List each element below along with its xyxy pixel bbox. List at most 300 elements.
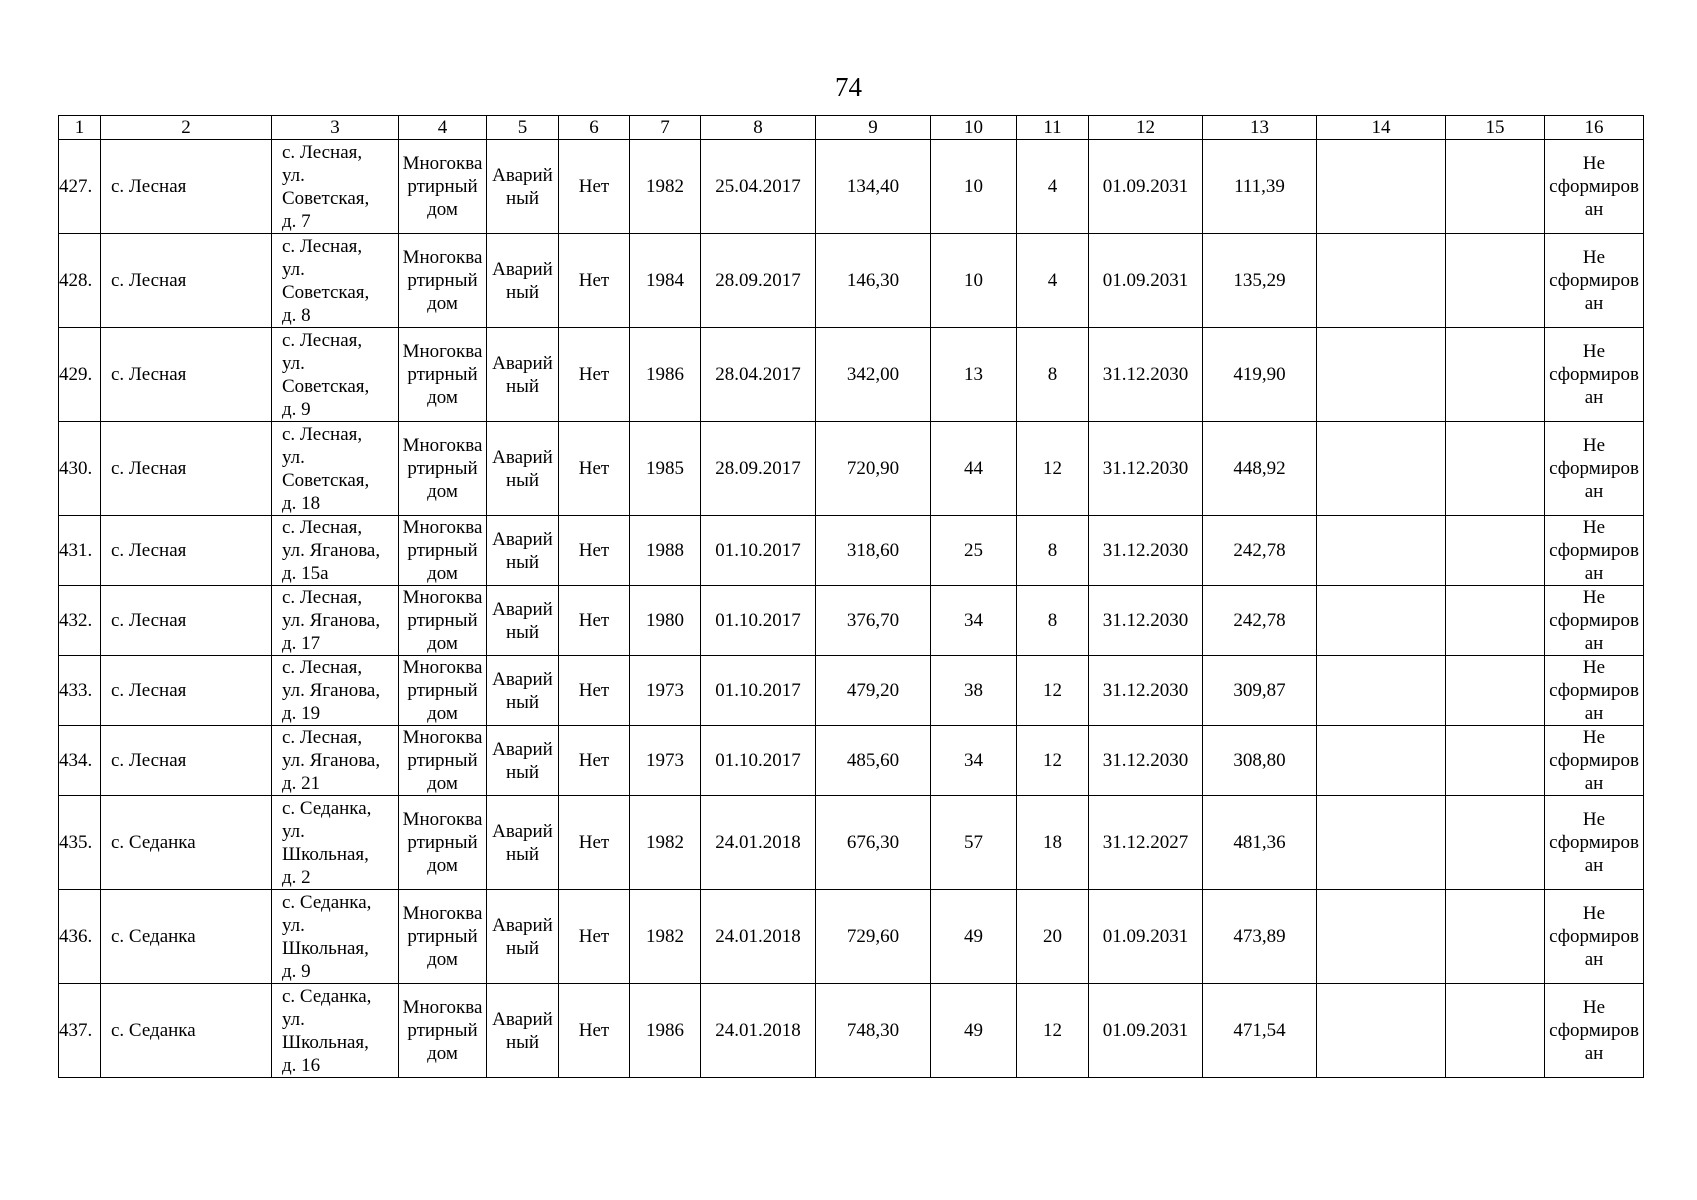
condition-status bbox=[487, 890, 559, 984]
col-11-value: 4 bbox=[1017, 234, 1089, 328]
column-header-9: 9 bbox=[816, 116, 931, 140]
building-type-line: ртирный bbox=[407, 926, 478, 947]
building-type bbox=[399, 234, 487, 328]
condition-status bbox=[487, 140, 559, 234]
table-row bbox=[59, 140, 1644, 234]
settlement-name: с. Лесная bbox=[101, 586, 272, 656]
total-area: 134,40 bbox=[816, 140, 931, 234]
address bbox=[272, 140, 399, 234]
formation-status-line: Не bbox=[1582, 435, 1606, 456]
building-type bbox=[399, 586, 487, 656]
year-built: 1982 bbox=[630, 140, 701, 234]
settlement-name: с. Седанка bbox=[101, 796, 272, 890]
building-type-line: ртирный bbox=[407, 176, 478, 197]
formation-status-line: ан bbox=[1584, 199, 1604, 220]
col-11-value: 12 bbox=[1017, 984, 1089, 1078]
column-number-row bbox=[59, 116, 1644, 140]
building-type-line: ртирный bbox=[407, 270, 478, 291]
building-type bbox=[399, 328, 487, 422]
table-row bbox=[59, 890, 1644, 984]
recognition-date: 28.09.2017 bbox=[701, 234, 816, 328]
col-10-value: 44 bbox=[931, 422, 1017, 516]
planned-date: 01.09.2031 bbox=[1089, 890, 1203, 984]
col-13-value: 308,80 bbox=[1203, 726, 1317, 796]
recognition-date: 01.10.2017 bbox=[701, 656, 816, 726]
formation-status-line: Не bbox=[1582, 247, 1606, 268]
formation-status bbox=[1545, 140, 1644, 234]
condition-status-line: ный bbox=[505, 843, 540, 865]
col-6-value: Нет bbox=[559, 796, 630, 890]
table-row bbox=[59, 726, 1644, 796]
settlement-name: с. Лесная bbox=[101, 726, 272, 796]
building-type-line: ртирный bbox=[407, 540, 478, 561]
year-built: 1973 bbox=[630, 726, 701, 796]
total-area: 376,70 bbox=[816, 586, 931, 656]
col-13-value: 473,89 bbox=[1203, 890, 1317, 984]
row-number: 427. bbox=[59, 140, 101, 234]
formation-status-line: Не bbox=[1582, 657, 1606, 678]
building-type-line: дом bbox=[427, 855, 458, 876]
col-14-value bbox=[1317, 656, 1446, 726]
col-14-value bbox=[1317, 586, 1446, 656]
formation-status-line: сформиров bbox=[1549, 1020, 1639, 1041]
condition-status-line: Аварий bbox=[492, 668, 553, 690]
address-line: с. Лесная, bbox=[282, 423, 363, 445]
col-6-value: Нет bbox=[559, 422, 630, 516]
col-10-value: 38 bbox=[931, 656, 1017, 726]
building-type-line: дом bbox=[427, 481, 458, 502]
total-area: 729,60 bbox=[816, 890, 931, 984]
column-header-15: 15 bbox=[1446, 116, 1545, 140]
year-built: 1986 bbox=[630, 328, 701, 422]
address-line: с. Лесная, bbox=[282, 727, 363, 748]
column-header-3: 3 bbox=[272, 116, 399, 140]
row-number: 436. bbox=[59, 890, 101, 984]
address-line: ул. bbox=[282, 914, 305, 936]
col-11-value: 8 bbox=[1017, 586, 1089, 656]
col-15-value bbox=[1446, 890, 1545, 984]
address-line: д. 7 bbox=[282, 210, 311, 232]
address-line: Советская, bbox=[282, 375, 370, 397]
settlement-name: с. Седанка bbox=[101, 984, 272, 1078]
formation-status-line: сформиров bbox=[1549, 270, 1639, 291]
col-11-value: 8 bbox=[1017, 516, 1089, 586]
condition-status-line: Аварий bbox=[492, 352, 553, 374]
address-line: ул. bbox=[282, 446, 305, 468]
building-type-line: дом bbox=[427, 703, 458, 724]
formation-status-line: ан bbox=[1584, 949, 1604, 970]
formation-status-line: сформиров bbox=[1549, 610, 1639, 631]
settlement-name: с. Лесная bbox=[101, 234, 272, 328]
building-type-line: ртирный bbox=[407, 680, 478, 701]
address bbox=[272, 984, 399, 1078]
col-6-value: Нет bbox=[559, 328, 630, 422]
address-line: ул. Яганова, bbox=[282, 610, 381, 631]
address-line: с. Лесная, bbox=[282, 235, 363, 257]
col-14-value bbox=[1317, 140, 1446, 234]
address bbox=[272, 234, 399, 328]
total-area: 479,20 bbox=[816, 656, 931, 726]
col-6-value: Нет bbox=[559, 984, 630, 1078]
col-13-value: 481,36 bbox=[1203, 796, 1317, 890]
column-header-1: 1 bbox=[59, 116, 101, 140]
col-11-value: 18 bbox=[1017, 796, 1089, 890]
address-line: с. Лесная, bbox=[282, 141, 363, 163]
page-number: 74 bbox=[835, 72, 862, 102]
address bbox=[272, 796, 399, 890]
col-10-value: 57 bbox=[931, 796, 1017, 890]
formation-status-line: ан bbox=[1584, 633, 1604, 654]
col-6-value: Нет bbox=[559, 234, 630, 328]
building-type-line: Многоква bbox=[402, 587, 483, 608]
column-header-10: 10 bbox=[931, 116, 1017, 140]
building-type bbox=[399, 984, 487, 1078]
building-type-line: дом bbox=[427, 1043, 458, 1064]
row-number: 434. bbox=[59, 726, 101, 796]
address-line: ул. bbox=[282, 820, 305, 842]
col-11-value: 12 bbox=[1017, 656, 1089, 726]
formation-status bbox=[1545, 234, 1644, 328]
total-area: 342,00 bbox=[816, 328, 931, 422]
formation-status-line: Не bbox=[1582, 809, 1606, 830]
year-built: 1982 bbox=[630, 796, 701, 890]
formation-status-line: Не bbox=[1582, 517, 1606, 538]
recognition-date: 28.09.2017 bbox=[701, 422, 816, 516]
col-15-value bbox=[1446, 796, 1545, 890]
row-number: 432. bbox=[59, 586, 101, 656]
recognition-date: 01.10.2017 bbox=[701, 586, 816, 656]
condition-status-line: Аварий bbox=[492, 446, 553, 468]
planned-date: 31.12.2030 bbox=[1089, 726, 1203, 796]
col-15-value bbox=[1446, 422, 1545, 516]
building-type-line: Многоква bbox=[402, 517, 483, 538]
col-13-value: 471,54 bbox=[1203, 984, 1317, 1078]
recognition-date: 28.04.2017 bbox=[701, 328, 816, 422]
formation-status bbox=[1545, 984, 1644, 1078]
planned-date: 31.12.2030 bbox=[1089, 516, 1203, 586]
row-number: 433. bbox=[59, 656, 101, 726]
row-number: 435. bbox=[59, 796, 101, 890]
condition-status-line: ный bbox=[505, 551, 540, 573]
condition-status bbox=[487, 328, 559, 422]
col-10-value: 49 bbox=[931, 984, 1017, 1078]
address-line: д. 18 bbox=[282, 492, 321, 514]
col-10-value: 13 bbox=[931, 328, 1017, 422]
settlement-name: с. Лесная bbox=[101, 516, 272, 586]
address-line: д. 16 bbox=[282, 1054, 321, 1076]
address-line: ул. bbox=[282, 258, 305, 280]
address-line: Школьная, bbox=[282, 1031, 369, 1053]
col-15-value bbox=[1446, 726, 1545, 796]
housing-registry-table bbox=[58, 115, 1644, 1078]
building-type bbox=[399, 656, 487, 726]
address-line: ул. bbox=[282, 164, 305, 186]
planned-date: 01.09.2031 bbox=[1089, 234, 1203, 328]
formation-status-line: сформиров bbox=[1549, 540, 1639, 561]
formation-status bbox=[1545, 726, 1644, 796]
row-number: 431. bbox=[59, 516, 101, 586]
condition-status-line: ный bbox=[505, 761, 540, 783]
address-line: Советская, bbox=[282, 281, 370, 303]
building-type-line: Многоква bbox=[402, 903, 483, 924]
address-line: Советская, bbox=[282, 187, 370, 209]
column-header-2: 2 bbox=[101, 116, 272, 140]
col-14-value bbox=[1317, 516, 1446, 586]
row-number: 430. bbox=[59, 422, 101, 516]
formation-status-line: Не bbox=[1582, 997, 1606, 1018]
column-header-11: 11 bbox=[1017, 116, 1089, 140]
planned-date: 01.09.2031 bbox=[1089, 984, 1203, 1078]
col-6-value: Нет bbox=[559, 656, 630, 726]
address-line: д. 21 bbox=[282, 773, 321, 794]
formation-status-line: ан bbox=[1584, 855, 1604, 876]
condition-status-line: ный bbox=[505, 375, 540, 397]
condition-status bbox=[487, 984, 559, 1078]
building-type-line: Многоква bbox=[402, 153, 483, 174]
formation-status bbox=[1545, 516, 1644, 586]
table-row bbox=[59, 796, 1644, 890]
address bbox=[272, 890, 399, 984]
col-15-value bbox=[1446, 140, 1545, 234]
planned-date: 31.12.2027 bbox=[1089, 796, 1203, 890]
building-type-line: Многоква bbox=[402, 657, 483, 678]
address-line: с. Седанка, bbox=[282, 891, 372, 913]
col-14-value bbox=[1317, 796, 1446, 890]
table-row bbox=[59, 328, 1644, 422]
formation-status-line: ан bbox=[1584, 563, 1604, 584]
address-line: д. 2 bbox=[282, 866, 311, 888]
total-area: 146,30 bbox=[816, 234, 931, 328]
column-header-6: 6 bbox=[559, 116, 630, 140]
address-line: с. Лесная, bbox=[282, 587, 363, 608]
col-13-value: 309,87 bbox=[1203, 656, 1317, 726]
building-type-line: дом bbox=[427, 199, 458, 220]
building-type-line: ртирный bbox=[407, 610, 478, 631]
formation-status bbox=[1545, 328, 1644, 422]
row-number: 429. bbox=[59, 328, 101, 422]
condition-status-line: Аварий bbox=[492, 738, 553, 760]
row-number: 437. bbox=[59, 984, 101, 1078]
col-15-value bbox=[1446, 586, 1545, 656]
building-type bbox=[399, 422, 487, 516]
building-type-line: дом bbox=[427, 387, 458, 408]
address-line: ул. bbox=[282, 352, 305, 374]
formation-status-line: ан bbox=[1584, 293, 1604, 314]
column-header-13: 13 bbox=[1203, 116, 1317, 140]
address bbox=[272, 656, 399, 726]
col-10-value: 25 bbox=[931, 516, 1017, 586]
condition-status bbox=[487, 234, 559, 328]
col-10-value: 34 bbox=[931, 586, 1017, 656]
col-14-value bbox=[1317, 422, 1446, 516]
condition-status bbox=[487, 656, 559, 726]
planned-date: 31.12.2030 bbox=[1089, 656, 1203, 726]
col-11-value: 20 bbox=[1017, 890, 1089, 984]
year-built: 1982 bbox=[630, 890, 701, 984]
formation-status-line: сформиров bbox=[1549, 926, 1639, 947]
column-header-7: 7 bbox=[630, 116, 701, 140]
building-type bbox=[399, 516, 487, 586]
address-line: с. Седанка, bbox=[282, 797, 372, 819]
formation-status bbox=[1545, 796, 1644, 890]
formation-status-line: Не bbox=[1582, 727, 1606, 748]
building-type-line: дом bbox=[427, 563, 458, 584]
building-type-line: ртирный bbox=[407, 832, 478, 853]
planned-date: 31.12.2030 bbox=[1089, 422, 1203, 516]
col-6-value: Нет bbox=[559, 140, 630, 234]
formation-status bbox=[1545, 890, 1644, 984]
condition-status bbox=[487, 796, 559, 890]
col-15-value bbox=[1446, 984, 1545, 1078]
building-type-line: Многоква bbox=[402, 809, 483, 830]
col-15-value bbox=[1446, 656, 1545, 726]
year-built: 1984 bbox=[630, 234, 701, 328]
settlement-name: с. Лесная bbox=[101, 422, 272, 516]
year-built: 1986 bbox=[630, 984, 701, 1078]
year-built: 1988 bbox=[630, 516, 701, 586]
formation-status-line: Не bbox=[1582, 153, 1606, 174]
table-row bbox=[59, 234, 1644, 328]
building-type bbox=[399, 890, 487, 984]
col-6-value: Нет bbox=[559, 516, 630, 586]
formation-status-line: сформиров bbox=[1549, 364, 1639, 385]
formation-status bbox=[1545, 422, 1644, 516]
address bbox=[272, 328, 399, 422]
formation-status-line: ан bbox=[1584, 1043, 1604, 1064]
col-10-value: 34 bbox=[931, 726, 1017, 796]
formation-status-line: сформиров bbox=[1549, 458, 1639, 479]
col-11-value: 12 bbox=[1017, 726, 1089, 796]
col-14-value bbox=[1317, 984, 1446, 1078]
address-line: ул. Яганова, bbox=[282, 680, 381, 701]
building-type-line: ртирный bbox=[407, 1020, 478, 1041]
col-13-value: 111,39 bbox=[1203, 140, 1317, 234]
formation-status-line: Не bbox=[1582, 341, 1606, 362]
condition-status-line: ный bbox=[505, 937, 540, 959]
col-11-value: 12 bbox=[1017, 422, 1089, 516]
building-type bbox=[399, 140, 487, 234]
col-15-value bbox=[1446, 328, 1545, 422]
building-type-line: дом bbox=[427, 949, 458, 970]
building-type-line: дом bbox=[427, 773, 458, 794]
col-13-value: 242,78 bbox=[1203, 516, 1317, 586]
total-area: 720,90 bbox=[816, 422, 931, 516]
formation-status-line: ан bbox=[1584, 481, 1604, 502]
table-row bbox=[59, 984, 1644, 1078]
address-line: д. 17 bbox=[282, 633, 321, 654]
condition-status-line: ный bbox=[505, 187, 540, 209]
year-built: 1985 bbox=[630, 422, 701, 516]
address-line: д. 9 bbox=[282, 960, 311, 982]
col-15-value bbox=[1446, 516, 1545, 586]
total-area: 748,30 bbox=[816, 984, 931, 1078]
column-header-12: 12 bbox=[1089, 116, 1203, 140]
col-15-value bbox=[1446, 234, 1545, 328]
settlement-name: с. Лесная bbox=[101, 328, 272, 422]
table-row bbox=[59, 422, 1644, 516]
condition-status-line: ный bbox=[505, 621, 540, 643]
building-type-line: ртирный bbox=[407, 364, 478, 385]
col-14-value bbox=[1317, 890, 1446, 984]
recognition-date: 25.04.2017 bbox=[701, 140, 816, 234]
condition-status-line: ный bbox=[505, 691, 540, 713]
col-14-value bbox=[1317, 726, 1446, 796]
recognition-date: 01.10.2017 bbox=[701, 726, 816, 796]
year-built: 1973 bbox=[630, 656, 701, 726]
col-10-value: 10 bbox=[931, 234, 1017, 328]
condition-status-line: Аварий bbox=[492, 164, 553, 186]
total-area: 485,60 bbox=[816, 726, 931, 796]
condition-status bbox=[487, 422, 559, 516]
planned-date: 31.12.2030 bbox=[1089, 328, 1203, 422]
condition-status-line: Аварий bbox=[492, 258, 553, 280]
col-13-value: 135,29 bbox=[1203, 234, 1317, 328]
column-header-4: 4 bbox=[399, 116, 487, 140]
address-line: с. Седанка, bbox=[282, 985, 372, 1007]
address-line: д. 19 bbox=[282, 703, 321, 724]
building-type bbox=[399, 796, 487, 890]
building-type-line: дом bbox=[427, 633, 458, 654]
formation-status-line: сформиров bbox=[1549, 832, 1639, 853]
col-6-value: Нет bbox=[559, 586, 630, 656]
year-built: 1980 bbox=[630, 586, 701, 656]
address-line: д. 15а bbox=[282, 563, 329, 584]
condition-status-line: Аварий bbox=[492, 1008, 553, 1030]
condition-status-line: Аварий bbox=[492, 598, 553, 620]
condition-status-line: Аварий bbox=[492, 528, 553, 550]
column-header-5: 5 bbox=[487, 116, 559, 140]
formation-status-line: сформиров bbox=[1549, 680, 1639, 701]
building-type-line: Многоква bbox=[402, 435, 483, 456]
formation-status bbox=[1545, 586, 1644, 656]
formation-status-line: Не bbox=[1582, 587, 1606, 608]
building-type bbox=[399, 726, 487, 796]
recognition-date: 24.01.2018 bbox=[701, 890, 816, 984]
col-14-value bbox=[1317, 234, 1446, 328]
building-type-line: Многоква bbox=[402, 997, 483, 1018]
formation-status-line: ан bbox=[1584, 387, 1604, 408]
building-type-line: дом bbox=[427, 293, 458, 314]
formation-status bbox=[1545, 656, 1644, 726]
building-type-line: Многоква bbox=[402, 341, 483, 362]
condition-status-line: Аварий bbox=[492, 820, 553, 842]
address bbox=[272, 586, 399, 656]
condition-status bbox=[487, 516, 559, 586]
condition-status-line: ный bbox=[505, 1031, 540, 1053]
address-line: Советская, bbox=[282, 469, 370, 491]
col-11-value: 4 bbox=[1017, 140, 1089, 234]
condition-status-line: Аварий bbox=[492, 914, 553, 936]
formation-status-line: ан bbox=[1584, 703, 1604, 724]
col-14-value bbox=[1317, 328, 1446, 422]
recognition-date: 01.10.2017 bbox=[701, 516, 816, 586]
address bbox=[272, 726, 399, 796]
col-11-value: 8 bbox=[1017, 328, 1089, 422]
col-13-value: 448,92 bbox=[1203, 422, 1317, 516]
address-line: с. Лесная, bbox=[282, 517, 363, 538]
table-row bbox=[59, 656, 1644, 726]
col-13-value: 419,90 bbox=[1203, 328, 1317, 422]
total-area: 318,60 bbox=[816, 516, 931, 586]
building-type-line: ртирный bbox=[407, 750, 478, 771]
column-header-8: 8 bbox=[701, 116, 816, 140]
address-line: ул. bbox=[282, 1008, 305, 1030]
col-13-value: 242,78 bbox=[1203, 586, 1317, 656]
building-type-line: ртирный bbox=[407, 458, 478, 479]
condition-status-line: ный bbox=[505, 281, 540, 303]
col-6-value: Нет bbox=[559, 726, 630, 796]
building-type-line: Многоква bbox=[402, 727, 483, 748]
